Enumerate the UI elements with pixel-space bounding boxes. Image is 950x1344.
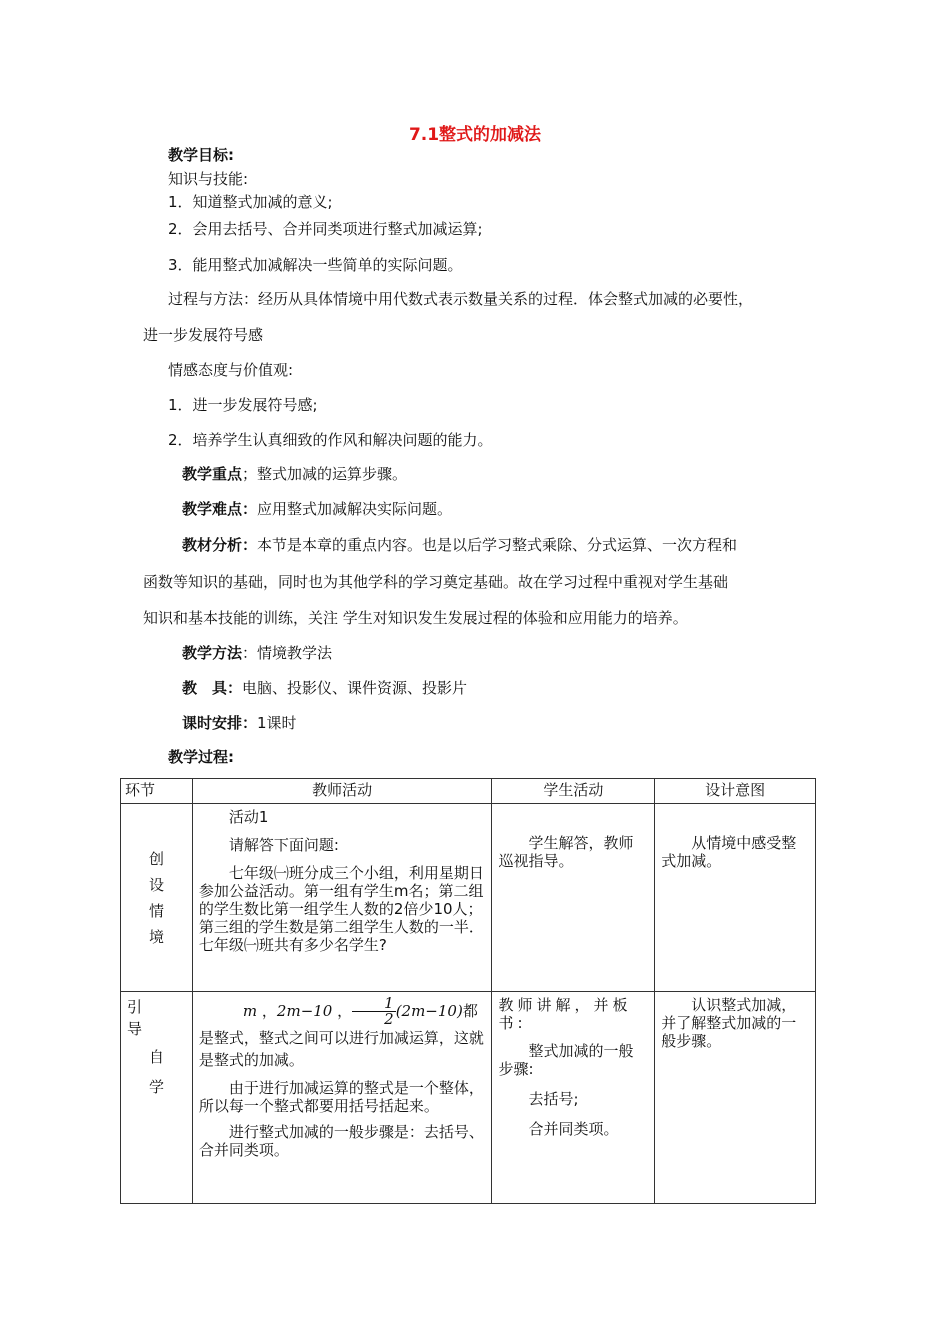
page-title: 7.1整式的加减法 [408, 125, 542, 145]
method [182, 644, 332, 662]
analysis-text-1: 本节是本章的重点内容。也是以后学习整式乘除、分式运算、一次方程和 [257, 536, 738, 554]
schedule-text: 1课时 [257, 714, 297, 732]
analysis-label: 教材分析： [182, 536, 258, 554]
math-expr-2: (2m−10) [395, 1002, 463, 1020]
goals-heading: 教学目标: [168, 146, 234, 164]
method-label: 教学方法 [182, 644, 243, 662]
header-student: 学生活动 [492, 779, 655, 804]
student-paragraph-1: 教师讲解，并板书: [498, 996, 632, 1032]
stage-char: 自 [148, 1048, 164, 1066]
schedule [182, 714, 297, 732]
knowledge-item-3: 3．能用整式加减解决一些简单的实际问题。 [168, 256, 463, 274]
key-point-text: ；整式加减的运算步骤。 [242, 465, 408, 483]
schedule-label: 课时安排： [182, 714, 258, 732]
process-heading: 教学过程: [168, 748, 234, 766]
math-expr-1: 2m−10 [276, 1002, 333, 1020]
analysis-line3: 知识和基本技能的训练，关注 学生对知识发生发展过程的体验和应用能力的培养。 [143, 609, 688, 627]
table-header-row [121, 779, 816, 804]
stage-char: 创 [148, 849, 164, 868]
intent-cell-2 [655, 992, 816, 1204]
stage-char: 导 [127, 1020, 143, 1038]
intent-1: 从情境中感受整式加减。 [661, 834, 797, 870]
emotion-item-2: 2．培养学生认真细致的作风和解决问题的能力。 [168, 431, 493, 449]
intent-cell-1 [655, 804, 816, 992]
teacher-cell-1 [192, 804, 492, 992]
difficulty [182, 500, 452, 518]
student-paragraph-4: 合并同类项。 [528, 1120, 619, 1138]
analysis-line1 [182, 536, 737, 554]
math-m: m [242, 1002, 258, 1020]
lesson-table [120, 778, 816, 1204]
stage-cell-2 [121, 992, 193, 1204]
difficulty-label: 教学难点： [182, 500, 258, 518]
activity-label: 活动1 [228, 808, 269, 826]
question-text: 七年级㈠班分成三个小组，利用星期日参加公益活动。第一组有学生m名；第二组的学生数比第一组学生人数的2倍少10人；第三组的学生数是第二组学生人数的一半．七年级㈠班共有多少名学生? [198, 864, 484, 954]
student-cell-2 [492, 992, 655, 1204]
tools-label: 教 具： [182, 679, 243, 697]
student-activity-1: 学生解答，教师巡视指导。 [498, 834, 634, 870]
stage-cell-1 [121, 804, 193, 992]
tools-text: 电脑、投影仪、课件资源、投影片 [242, 679, 468, 697]
knowledge-heading: 知识与技能: [168, 170, 249, 188]
process-method-line2: 进一步发展符号感 [143, 326, 264, 344]
teacher-paragraph-2: 由于进行加减运算的整式是一个整体，所以每一个整式都要用括号括起来。 [198, 1079, 484, 1115]
stage-char: 境 [148, 927, 164, 946]
header-intent: 设计意图 [655, 779, 816, 804]
student-paragraph-2: 整式加减的一般步骤: [498, 1042, 634, 1078]
emotion-item-1: 1．进一步发展符号感; [168, 396, 318, 414]
teacher-paragraph-3: 进行整式加减的一般步骤是：去括号、合并同类项。 [198, 1123, 484, 1159]
intent-2: 认识整式加减，并了解整式加减的一般步骤。 [661, 996, 797, 1050]
fraction-denominator: 2 [384, 1010, 394, 1028]
math-fraction [352, 996, 396, 1027]
header-teacher: 教师活动 [192, 779, 492, 804]
method-text: ：情境教学法 [242, 644, 333, 662]
process-method-line1: 过程与方法：经历从具体情境中用代数式表示数量关系的过程．体会整式加减的必要性， [168, 290, 754, 308]
difficulty-text: 应用整式加减解决实际问题。 [257, 500, 453, 518]
key-point-label: 教学重点 [182, 465, 243, 483]
tools [182, 679, 467, 697]
stage-char: 引 [127, 998, 143, 1016]
fraction-numerator: 1 [352, 996, 396, 1012]
student-cell-1 [492, 804, 655, 992]
emotion-heading: 情感态度与价值观: [168, 361, 294, 379]
table-row [121, 992, 816, 1204]
knowledge-item-1: 1．知道整式加减的意义; [168, 193, 333, 211]
header-stage: 环节 [121, 779, 193, 804]
expressions-text: 都是整式，整式之间可以进行加减运算，这就是整式的加减。 [198, 1002, 484, 1069]
student-paragraph-3: 去括号; [528, 1090, 579, 1108]
stage-char: 情 [148, 901, 164, 920]
stage-char: 学 [148, 1078, 164, 1096]
teacher-cell-2 [192, 992, 492, 1204]
stage-char: 设 [148, 875, 164, 894]
expressions-paragraph: m ，2m−10 ， $\frac{1}{2}$ (2m−10)都是整式，整式之间可以进行加减运算，这就是整式的加减。 [198, 994, 484, 1069]
analysis-line2: 函数等知识的基础，同时也为其他学科的学习奠定基础。故在学习过程中重视对学生基础 [143, 573, 729, 591]
key-point [182, 465, 407, 483]
question-prompt: 请解答下面问题: [228, 836, 339, 854]
table-row [121, 804, 816, 992]
knowledge-item-2: 2．会用去括号、合并同类项进行整式加减运算; [168, 220, 483, 238]
